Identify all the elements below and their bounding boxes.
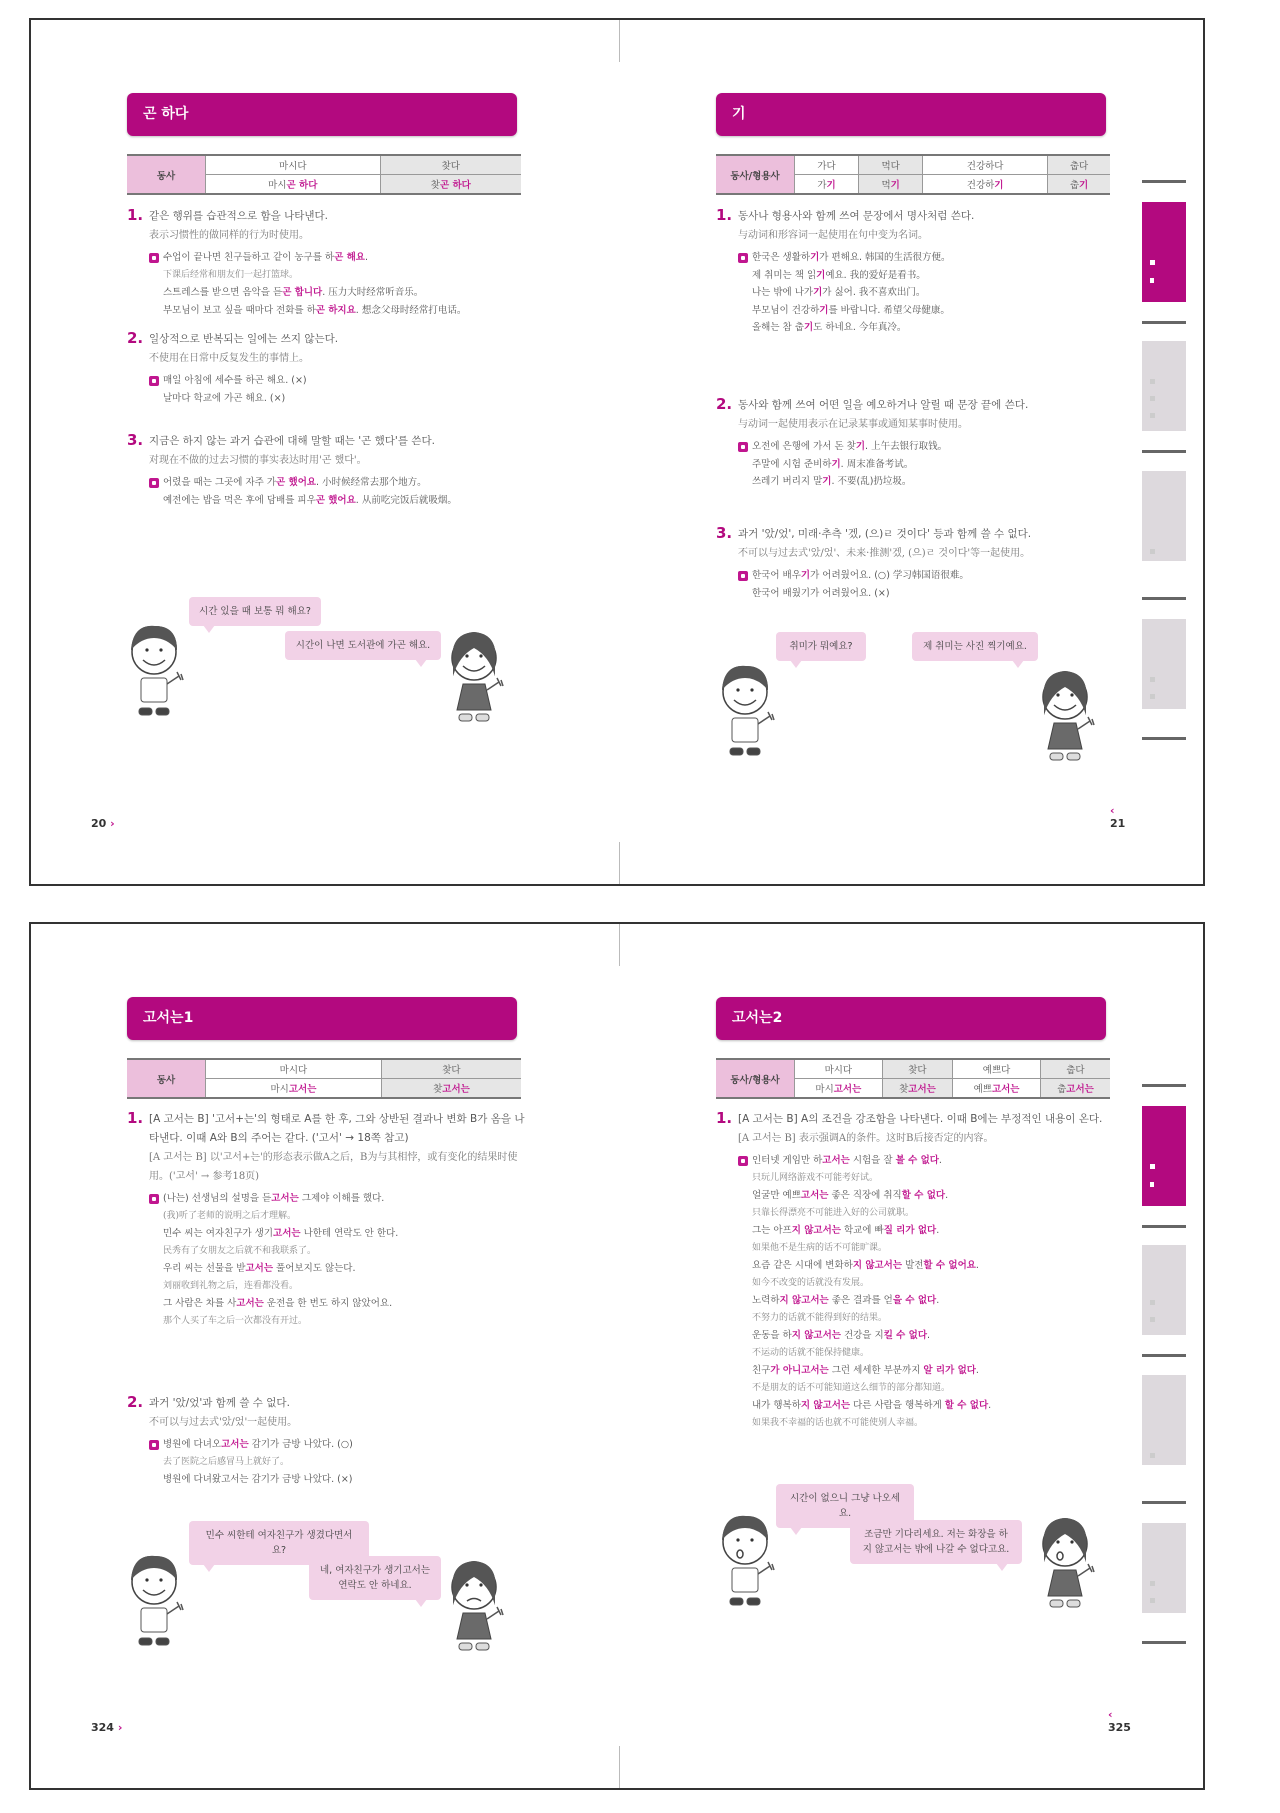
base-form-cell: 찾다 — [882, 1059, 953, 1079]
girl-character-illustration — [439, 1555, 509, 1655]
section-explanation-zh: 不使用在日常中反复发生的事情上。 — [149, 353, 309, 364]
example-sentence: 병원에 다녀왔고서는 감기가 금방 나았다. (×) — [163, 1474, 353, 1485]
section-explanation-ko: 동사나 형용사와 함께 쓰여 문장에서 명사처럼 쓴다. — [738, 210, 975, 222]
thumb-tab[interactable] — [1142, 471, 1186, 561]
example-translation: 不努力的话就不能得到好的结果。 — [752, 1312, 888, 1323]
tab-divider — [1142, 597, 1186, 600]
base-form-cell: 먹다 — [859, 155, 923, 175]
grammar-title-bar: 고서는1 — [127, 997, 517, 1040]
example-sentence: (나는) 선생님의 설명을 듣고서는 그제야 이해를 했다. — [149, 1190, 527, 1208]
section-number: 3. — [127, 431, 144, 449]
boy-character-illustration — [710, 1510, 780, 1610]
tab-glyph — [1150, 677, 1155, 682]
tab-divider — [1142, 1641, 1186, 1644]
example-bullet-icon — [738, 253, 748, 263]
conjugated-form-cell: 춥고서는 — [1040, 1079, 1110, 1099]
section-explanation-zh: 与动词一起使用表示在记录某事或通知某事时使用。 — [738, 419, 968, 430]
example-bullet-icon — [738, 442, 748, 452]
thumb-tab[interactable] — [1142, 1523, 1186, 1613]
example-sentence: 주말에 시험 준비하기. 周末准备考试。 — [752, 458, 914, 470]
page-right — [716, 924, 1131, 1788]
example-sentence: 민수 씨는 여자친구가 생기고서는 나한테 연락도 안 한다. — [163, 1228, 399, 1239]
tab-divider — [1142, 1354, 1186, 1357]
example-sentence: 한국어 배우기가 어려웠어요. (○) 学习韩国语很难。 — [738, 567, 1116, 585]
boy-character-illustration — [119, 1550, 189, 1650]
tab-divider — [1142, 180, 1186, 183]
usage-section — [716, 207, 1116, 337]
example-sentence: 어렸을 때는 그곳에 자주 가곤 했어요. 小时候经常去那个地方。 — [149, 474, 527, 492]
table-row-base — [127, 1059, 521, 1079]
table-row-base — [127, 155, 521, 175]
base-form-cell: 찾다 — [381, 1059, 521, 1079]
example-translation: 不运动的话就不能保持健康。 — [752, 1347, 870, 1358]
example-sentence: 운동을 하지 않고서는 건강을 지킬 수 없다. — [752, 1330, 931, 1341]
thumb-tab[interactable] — [1142, 1245, 1186, 1335]
example-sentence: 우리 씨는 선물을 받고서는 풀어보지도 않는다. — [163, 1263, 356, 1274]
example-bullet-icon — [149, 478, 159, 488]
chevron-left-icon: ‹ — [1108, 1708, 1113, 1721]
speech-bubble: 시간 있을 때 보통 뭐 해요? — [189, 597, 321, 626]
usage-section — [716, 1110, 1116, 1432]
grammar-title-bar: 고서는2 — [716, 997, 1106, 1040]
section-heading — [127, 1110, 527, 1148]
base-form-cell: 마시다 — [206, 1059, 382, 1079]
example-sentence: 그는 아프지 않고서는 학교에 빠질 리가 없다. — [752, 1225, 940, 1236]
page-number — [1110, 804, 1125, 830]
section-explanation-ko: 동사와 함께 쓰여 어떤 일을 예오하거나 알릴 때 문장 끝에 쓴다. — [738, 399, 1029, 411]
section-number: 2. — [716, 395, 733, 413]
section-heading — [127, 207, 527, 226]
section-number: 1. — [716, 206, 733, 224]
example-list — [127, 372, 527, 407]
section-heading — [127, 432, 527, 451]
section-explanation-zh: 与动词和形容词一起使用在句中变为名词。 — [738, 230, 928, 241]
example-translation: 如果我不幸福的话也就不可能使别人幸福。 — [752, 1417, 924, 1428]
example-translation: 如果他不是生病的话不可能旷课。 — [752, 1242, 888, 1253]
word-class-label: 동사/형용사 — [716, 155, 795, 194]
usage-section — [127, 432, 527, 509]
boy-character-illustration — [119, 620, 189, 720]
section-explanation-ko: 지금은 하지 않는 과거 습관에 대해 말할 때는 '곤 했다'를 쓴다. — [149, 435, 435, 447]
example-sentence: 수업이 끝나면 친구들하고 같이 농구를 하곤 해요. — [149, 249, 527, 267]
example-sentence: 매일 아침에 세수를 하곤 해요. (×) — [149, 372, 527, 390]
tab-glyph — [1150, 396, 1155, 401]
tab-divider — [1142, 1225, 1186, 1228]
girl-character-illustration — [1030, 1512, 1100, 1612]
example-translation: 下课后经常和朋友们一起打篮球。 — [163, 269, 299, 280]
section-explanation-zh: 对现在不做的过去习惯的事实表达时用'곤 했다'。 — [149, 455, 367, 466]
example-bullet-icon — [738, 571, 748, 581]
section-number: 2. — [127, 1393, 144, 1411]
example-translation: (我)听了老师的说明之后才理解。 — [163, 1210, 297, 1221]
example-sentence: 친구가 아니고서는 그런 세세한 부분까지 알 리가 없다. — [752, 1365, 979, 1376]
girl-character-illustration — [1030, 665, 1100, 765]
example-bullet-icon — [149, 376, 159, 386]
page-left — [91, 20, 521, 884]
conjugated-form-cell: 가기 — [795, 175, 859, 195]
example-sentence: 한국은 생활하기가 편해요. 韩国的生活很方便。 — [738, 249, 1116, 267]
base-form-cell: 마시다 — [206, 155, 381, 175]
tab-glyph — [1150, 260, 1155, 265]
word-class-label: 동사 — [127, 1059, 206, 1098]
book-spread-bottom — [29, 922, 1205, 1790]
example-sentence: 인터넷 게임만 하고서는 시험을 잘 볼 수 없다. — [738, 1152, 1116, 1170]
section-heading — [716, 207, 1116, 226]
example-sentence: 그 사람은 차를 사고서는 운전을 한 번도 하지 않았어요. — [163, 1298, 393, 1309]
conjugation-table — [127, 154, 521, 195]
example-bullet-icon — [149, 1194, 159, 1204]
word-class-label: 동사 — [127, 155, 206, 194]
tab-glyph — [1150, 1317, 1155, 1322]
conjugated-form-cell: 마시고서는 — [795, 1079, 883, 1099]
example-sentence: 병원에 다녀오고서는 감기가 금방 나았다. (○) — [149, 1436, 527, 1454]
section-number: 2. — [127, 329, 144, 347]
thumb-tab-active[interactable] — [1142, 1106, 1186, 1206]
example-sentence: 얼굴만 예쁘고서는 좋은 직장에 취직할 수 없다. — [752, 1190, 949, 1201]
book-spread-top — [29, 18, 1205, 886]
page-number — [91, 1721, 122, 1734]
page-number-text: 325 — [1108, 1721, 1131, 1734]
section-heading — [716, 396, 1116, 415]
section-explanation-zh: 不可以与过去式'았/었'、未来·推测'겠, (으)ㄹ 것이다'等一起使用。 — [738, 548, 1031, 559]
example-list — [127, 474, 527, 509]
section-number: 3. — [716, 524, 733, 542]
speech-bubble: 민수 씨한테 여자친구가 생겼다면서요? — [189, 1521, 369, 1565]
usage-section — [716, 396, 1116, 491]
grammar-title-bar: 기 — [716, 93, 1106, 136]
example-sentence: 부모님이 보고 싶을 때마다 전화를 하곤 하지요. 想念父母时经常打电话。 — [163, 304, 467, 316]
section-heading — [716, 525, 1116, 544]
example-list — [716, 1152, 1116, 1432]
boy-character-illustration — [710, 660, 780, 760]
section-explanation-ko: [A 고서는 B] '고서+는'의 형태로 A를 한 후, 그와 상반된 결과나 변화 B가 옴을 나타낸다. 이때 A와 B의 주어는 같다. ('고서' → 18쪽 참고) — [149, 1113, 525, 1144]
example-sentence: 내가 행복하지 않고서는 다른 사람을 행복하게 할 수 없다. — [752, 1400, 992, 1411]
usage-section — [127, 330, 527, 407]
conjugation-table — [716, 1058, 1110, 1099]
example-translation: 去了医院之后感冒马上就好了。 — [163, 1456, 290, 1467]
usage-section — [716, 525, 1116, 602]
example-bullet-icon — [149, 1440, 159, 1450]
section-explanation-ko: [A 고서는 B] A의 조건을 강조함을 나타낸다. 이때 B에는 부정적인 내용이 온다. — [738, 1113, 1103, 1125]
conjugation-table — [716, 154, 1110, 195]
table-row-base — [716, 155, 1110, 175]
example-translation: 如今不改变的话就没有发展。 — [752, 1277, 870, 1288]
speech-bubble: 제 취미는 사진 찍기예요. — [912, 632, 1038, 661]
tab-glyph — [1150, 694, 1155, 699]
example-sentence: 쓰레기 버리지 말기. 不要(乱)扔垃圾。 — [752, 476, 912, 487]
usage-section — [127, 1394, 527, 1489]
thumb-tab[interactable] — [1142, 619, 1186, 709]
example-bullet-icon — [738, 1156, 748, 1166]
tab-divider — [1142, 737, 1186, 740]
conjugated-form-cell: 찾곤 하다 — [380, 175, 521, 195]
page-left — [91, 924, 525, 1788]
section-explanation-zh: 表示习惯性的做同样的行为时使用。 — [149, 230, 309, 241]
tab-glyph — [1150, 1598, 1155, 1603]
tab-glyph — [1150, 1164, 1155, 1169]
spine-line — [619, 20, 620, 62]
spine-line — [619, 924, 620, 966]
tab-glyph — [1150, 549, 1155, 554]
speech-bubble: 취미가 뭐예요? — [776, 632, 866, 661]
tab-divider — [1142, 1501, 1186, 1504]
speech-bubble: 조금만 기다리세요. 저는 화장을 하지 않고서는 밖에 나갈 수 없다고요. — [850, 1520, 1022, 1564]
example-translation: 只玩儿网络游戏不可能考好试。 — [752, 1172, 879, 1183]
conjugated-form-cell: 찾고서는 — [381, 1079, 521, 1099]
chevron-left-icon: ‹ — [1110, 804, 1115, 817]
girl-character-illustration — [439, 626, 509, 726]
tab-glyph — [1150, 413, 1155, 418]
speech-bubble: 시간이 나면 도서관에 가곤 해요. — [285, 631, 441, 660]
tab-glyph — [1150, 278, 1154, 283]
example-sentence: 예전에는 밥을 먹은 후에 담배를 피우곤 했어요. 从前吃完饭后就吸烟。 — [163, 494, 457, 506]
example-list — [716, 438, 1116, 491]
spine-line — [619, 842, 620, 884]
example-sentence: 올해는 참 춥기도 하네요. 今年真冷。 — [752, 322, 907, 333]
example-bullet-icon — [149, 253, 159, 263]
page-right — [716, 20, 1126, 884]
conjugation-table — [127, 1058, 521, 1099]
example-sentence: 오전에 은행에 가서 돈 찾기. 上午去银行取钱。 — [738, 438, 1116, 456]
conjugated-form-cell: 찾고서는 — [882, 1079, 953, 1099]
section-explanation-ko: 같은 행위를 습관적으로 함을 나타낸다. — [149, 210, 328, 222]
grammar-title-bar: 곤 하다 — [127, 93, 517, 136]
page-number-text: 20 — [91, 817, 107, 830]
example-sentence: 제 취미는 책 읽기예요. 我的爱好是看书。 — [752, 269, 926, 281]
example-translation: 刘丽收到礼物之后，连看都没看。 — [163, 1280, 299, 1291]
conjugated-form-cell: 예쁘고서는 — [953, 1079, 1041, 1099]
section-explanation-ko: 과거 '았/었', 미래·추측 '겠, (으)ㄹ 것이다' 등과 함께 쓸 수 없다. — [738, 528, 1032, 540]
thumb-tab-active[interactable] — [1142, 202, 1186, 302]
base-form-cell: 춥다 — [1048, 155, 1110, 175]
tab-divider — [1142, 1084, 1186, 1087]
chevron-right-icon: › — [110, 817, 115, 830]
example-list — [716, 249, 1116, 337]
spine-line — [619, 1746, 620, 1788]
tab-glyph — [1150, 379, 1155, 384]
section-heading — [716, 1110, 1116, 1129]
section-number: 1. — [127, 206, 144, 224]
example-sentence: 한국어 배웠기가 어려웠어요. (×) — [752, 587, 890, 599]
base-form-cell: 가다 — [795, 155, 859, 175]
example-list — [127, 1436, 527, 1489]
page-number-text: 21 — [1110, 817, 1126, 830]
base-form-cell: 건강하다 — [923, 155, 1048, 175]
base-form-cell: 찾다 — [380, 155, 521, 175]
example-list — [716, 567, 1116, 602]
speech-bubble: 시간이 없으니 그냥 나오세요. — [776, 1484, 914, 1528]
tab-glyph — [1150, 1182, 1154, 1187]
tab-divider — [1142, 321, 1186, 324]
base-form-cell: 춥다 — [1040, 1059, 1110, 1079]
example-translation: 民秀有了女朋友之后就不和我联系了。 — [163, 1245, 317, 1256]
example-list — [127, 249, 527, 319]
usage-section — [127, 1110, 527, 1330]
conjugated-form-cell: 건강하기 — [923, 175, 1048, 195]
section-explanation-ko: 과거 '았/었'과 함께 쓸 수 없다. — [149, 1397, 290, 1409]
page-number-text: 324 — [91, 1721, 114, 1734]
example-list — [127, 1190, 527, 1330]
tab-glyph — [1150, 1300, 1155, 1305]
thumb-tab[interactable] — [1142, 341, 1186, 431]
page-number — [1108, 1708, 1131, 1734]
thumb-tab[interactable] — [1142, 1375, 1186, 1465]
page-number — [91, 817, 115, 830]
example-sentence: 부모님이 건강하기를 바랍니다. 希望父母健康。 — [752, 304, 950, 316]
chevron-right-icon: › — [117, 1721, 123, 1734]
base-form-cell: 예쁘다 — [953, 1059, 1041, 1079]
section-explanation-ko: 일상적으로 반복되는 일에는 쓰지 않는다. — [149, 333, 339, 345]
example-translation: 只靠长得漂亮不可能进入好的公司就职。 — [752, 1207, 915, 1218]
example-translation: 不是朋友的话不可能知道这么细节的部分都知道。 — [752, 1382, 951, 1393]
section-explanation-zh: 不可以与过去式'았/었'一起使用。 — [149, 1417, 298, 1428]
example-translation: 날마다 학교에 가곤 해요. (×) — [163, 392, 286, 404]
section-number: 1. — [716, 1109, 733, 1127]
section-number: 1. — [127, 1109, 144, 1127]
example-translation: 那个人买了车之后一次都没有开过。 — [163, 1315, 308, 1326]
conjugated-form-cell: 마시곤 하다 — [206, 175, 381, 195]
example-sentence: 스트레스를 받으면 음악을 듣곤 합니다. 压力大时经常听音乐。 — [163, 287, 424, 298]
example-sentence: 요즘 같은 시대에 변화하지 않고서는 발전할 수 없어요. — [752, 1260, 979, 1271]
conjugated-form-cell: 마시고서는 — [206, 1079, 382, 1099]
section-heading — [127, 330, 527, 349]
example-sentence: 노력하지 않고서는 좋은 결과를 얻을 수 없다. — [752, 1295, 940, 1306]
section-explanation-zh: [A 고서는 B] 表示强调A的条件。这时B后接否定的内容。 — [738, 1133, 994, 1144]
usage-section — [127, 207, 527, 319]
tab-glyph — [1150, 1453, 1155, 1458]
base-form-cell: 마시다 — [795, 1059, 883, 1079]
conjugated-form-cell: 춥기 — [1048, 175, 1110, 195]
tab-divider — [1142, 450, 1186, 453]
example-sentence: 나는 밖에 나가기가 싫어. 我不喜欢出门。 — [752, 287, 926, 298]
section-explanation-zh: [A 고서는 B] 以'고서+는'的形态表示做A之后，B为与其相悖，或有变化的结果时使用。('고서' → 参考18页) — [149, 1152, 518, 1182]
speech-bubble: 네, 여자친구가 생기고서는 연락도 안 하네요. — [309, 1556, 441, 1600]
section-heading — [127, 1394, 527, 1413]
table-row-base — [716, 1059, 1110, 1079]
conjugated-form-cell: 먹기 — [859, 175, 923, 195]
word-class-label: 동사/형용사 — [716, 1059, 795, 1098]
tab-glyph — [1150, 1581, 1155, 1586]
